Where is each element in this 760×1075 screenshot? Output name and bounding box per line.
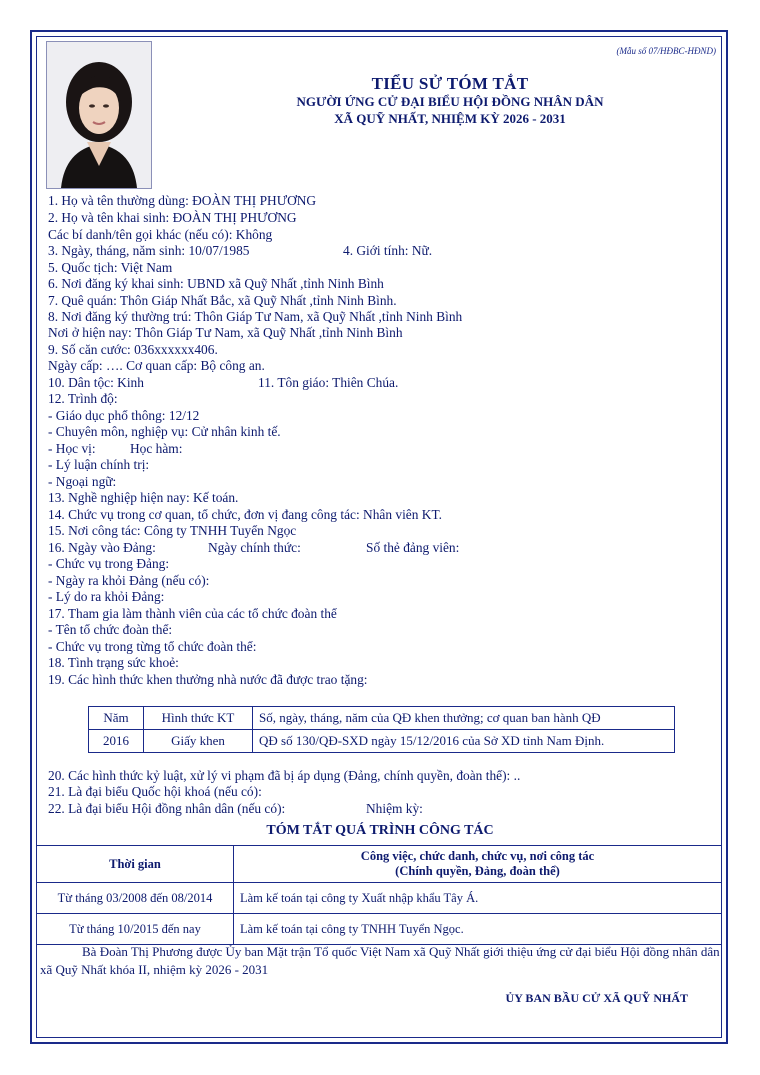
work-history-table [36,845,722,945]
field-id-issue: Ngày cấp: …. Cơ quan cấp: Bộ công an. [48,358,265,373]
field-aliases: Các bí danh/tên gọi khác (nếu có): Không [48,227,273,242]
signature-block: ỦY BAN BẦU CỬ XÃ QUỸ NHẤT [505,991,688,1005]
field-council-term: Nhiệm kỳ: [366,801,423,816]
field-organization-name: - Tên tổ chức đoàn thể: [48,622,173,637]
award-type: Giấy khen [144,730,253,753]
table-row [89,730,675,753]
awards-header-row [89,707,675,730]
field-party-position: - Chức vụ trong Đảng: [48,556,170,571]
work-header-time: Thời gian [37,846,234,883]
field-party-join-date: 16. Ngày vào Đảng: [48,540,156,555]
award-decision: QĐ số 130/QĐ-SXD ngày 15/12/2016 của Sở XD tỉnh Nam Định. [253,730,675,753]
field-birth-date: 3. Ngày, tháng, năm sinh: 10/07/1985 [48,243,250,258]
field-common-name: 1. Họ và tên thường dùng: ĐOÀN THỊ PHƯƠNG [48,193,317,208]
work-history-title: TÓM TẮT QUÁ TRÌNH CÔNG TÁC [266,823,494,838]
field-organizations: 17. Tham gia làm thành viên của các tổ chức đoàn thể [48,606,337,621]
field-current-residence: Nơi ở hiện nay: Thôn Giáp Tư Nam, xã Quỹ Nhất ,tỉnh Ninh Bình [48,325,403,340]
field-party-card: Số thẻ đảng viên: [366,540,460,555]
work-period: Từ tháng 10/2015 đến nay [37,914,234,945]
field-political-theory: - Lý luận chính trị: [48,457,150,472]
field-hometown: 7. Quê quán: Thôn Giáp Nhất Bắc, xã Quỹ Nhất ,tỉnh Ninh Bình. [48,293,397,308]
field-permanent-residence: 8. Nơi đăng ký thường trú: Thôn Giáp Tư Nam, xã Quỹ Nhất ,tỉnh Ninh Bình [48,309,463,324]
field-party-leave-date: - Ngày ra khỏi Đảng (nếu có): [48,573,210,588]
field-specialization: - Chuyên môn, nghiệp vụ: Cử nhân kinh tế. [48,424,281,439]
work-header-job-line1: Công việc, chức danh, chức vụ, nơi công tác [360,849,595,863]
field-birth-name: 2. Họ và tên khai sinh: ĐOÀN THỊ PHƯƠNG [48,210,297,225]
field-organization-role: - Chức vụ trong từng tổ chức đoàn thể: [48,639,257,654]
field-foreign-language: - Ngoại ngữ: [48,474,117,489]
field-workplace: 15. Nơi công tác: Công ty TNHH Tuyển Ngọc [48,523,297,538]
field-academic-title: Học hàm: [130,441,183,456]
closing-statement: Bà Đoàn Thị Phương được Ủy ban Mặt trận Tổ quốc Việt Nam xã Quỹ Nhất giới thiệu ứng cử đại biểu Hội đồng nhân dân xã Quỹ Nhất khóa II, nhiệm kỳ 2026 - 2031 [40,944,720,977]
field-party-official-date: Ngày chính thức: [208,540,301,555]
awards-header-type: Hình thức KT [144,707,253,730]
document-title: TIỂU SỬ TÓM TẮT [371,74,529,93]
work-period: Từ tháng 03/2008 đến 08/2014 [37,883,234,914]
field-health: 18. Tình trạng sức khoẻ: [48,655,179,670]
table-row [37,914,722,945]
field-birth-registration: 6. Nơi đăng ký khai sinh: UBND xã Quỹ Nhất ,tỉnh Ninh Bình [48,276,384,291]
work-description: Làm kế toán tại công ty Xuất nhập khẩu Tây Á. [234,883,722,914]
portrait-photo [46,41,152,189]
field-ethnicity: 10. Dân tộc: Kinh [48,375,144,390]
work-description: Làm kế toán tại công ty TNHH Tuyển Ngọc. [234,914,722,945]
portrait-image [47,42,151,188]
field-position: 14. Chức vụ trong cơ quan, tổ chức, đơn vị đang công tác: Nhân viên KT. [48,507,442,522]
field-awards-heading: 19. Các hình thức khen thưởng nhà nước đã được trao tặng: [48,672,368,687]
field-id-number: 9. Số căn cước: 036xxxxxx406. [48,342,218,357]
field-nationality: 5. Quốc tịch: Việt Nam [48,260,173,275]
document-subtitle-1: NGƯỜI ỨNG CỬ ĐẠI BIỂU HỘI ĐỒNG NHÂN DÂN [296,94,604,109]
field-degree: - Học vị: [48,441,96,456]
document-subtitle-2: XÃ QUỸ NHẤT, NHIỆM KỲ 2026 - 2031 [334,111,566,126]
field-occupation: 13. Nghề nghiệp hiện nay: Kế toán. [48,490,239,505]
form-code: (Mẫu số 07/HĐBC-HĐND) [616,46,716,56]
awards-header-decision: Số, ngày, tháng, năm của QĐ khen thưởng; cơ quan ban hành QĐ [253,707,675,730]
work-header-job-line2: (Chính quyền, Đảng, đoàn thể) [395,864,560,878]
award-year: 2016 [89,730,144,753]
awards-table [88,706,675,753]
field-gender: 4. Giới tính: Nữ. [343,243,433,258]
field-party-leave-reason: - Lý do ra khỏi Đảng: [48,589,165,604]
table-row [37,883,722,914]
work-header-row [37,846,722,883]
field-national-assembly: 21. Là đại biểu Quốc hội khoá (nếu có): [48,784,262,799]
field-general-education: - Giáo dục phổ thông: 12/12 [48,408,200,423]
field-council-member: 22. Là đại biểu Hội đồng nhân dân (nếu có): [48,801,286,816]
awards-header-year: Năm [89,707,144,730]
work-header-job [234,846,722,883]
field-religion: 11. Tôn giáo: Thiên Chúa. [258,375,399,390]
field-discipline: 20. Các hình thức kỷ luật, xử lý vi phạm đã bị áp dụng (Đảng, chính quyền, đoàn thể): .. [48,768,521,783]
field-education-heading: 12. Trình độ: [48,391,118,406]
